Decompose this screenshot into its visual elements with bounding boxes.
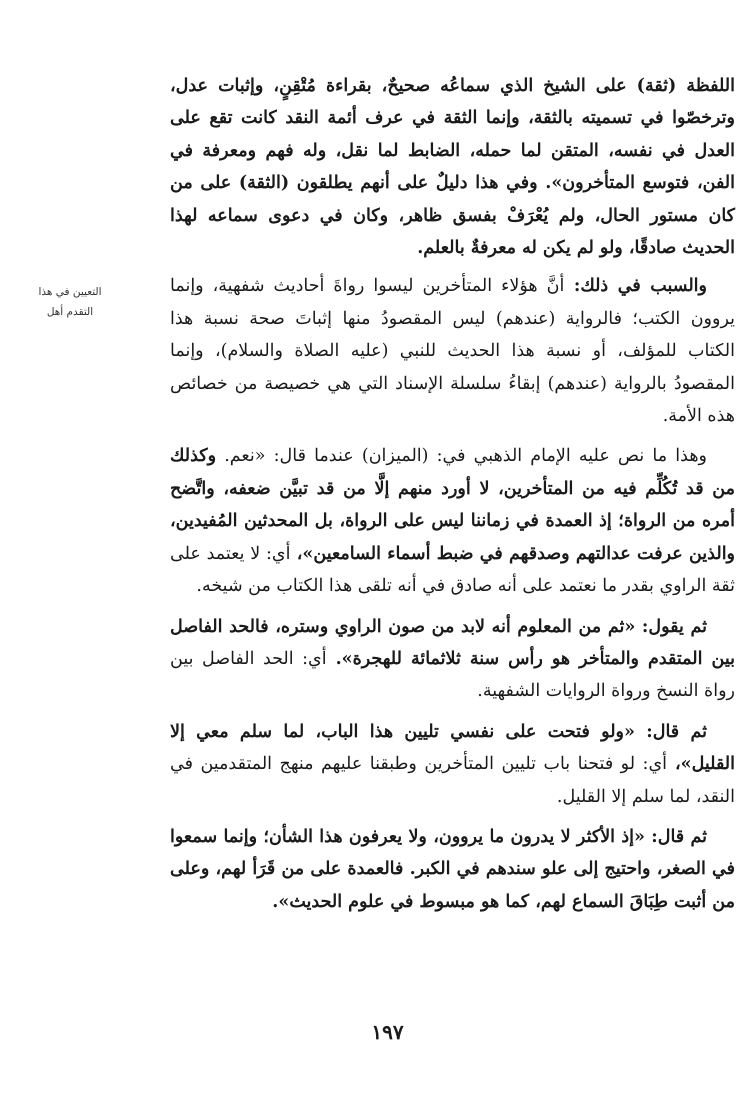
paragraph-5-comment: أي: لو فتحنا باب تليين المتأخرين وطبقنا عليهم منهج المتقدمين في النقد، لما سلم إلا القليل.	[170, 754, 735, 807]
paragraph-2	[170, 270, 735, 432]
margin-note-line-2: التقدم أهل	[46, 306, 94, 318]
paragraph-5	[170, 716, 735, 813]
paragraph-3	[170, 440, 735, 602]
margin-note	[25, 282, 115, 322]
paragraph-4-comment: أي: الحد الفاصل بين رواة النسخ ورواة الروايات الشفهية.	[170, 648, 735, 702]
paragraph-3-intro: وهذا ما نص عليه الإمام الذهبي في: (الميزان) عندما قال: «نعم.	[216, 446, 707, 467]
paragraph-5-quote: ثم قال: «ولو فتحت على نفسي تليين هذا الباب، لما سلم معي إلا القليل»،	[170, 721, 735, 775]
paragraph-6-quote: ثم قال: «إذ الأكثر لا يدرون ما يروون، ولا يعرفون هذا الشأن؛ وإنما سمعوا في الصغر، واحتيج إلى علو سندهم في الكبر. فالعمدة على من قَرَأ لهم، وعلى من أثبت طِبَاقَ السماع لهم، كما هو مبسوط في علوم الحديث».	[170, 826, 735, 912]
paragraph-4	[170, 611, 735, 708]
paragraph-3-quote: وكذلك من قد تُكُلِّم فيه من المتأخرين، لا أورد منهم إلَّا من قد تبيَّن ضعفه، واتَّضح أمره من الرواة؛ إذ العمدة في زماننا ليس على الرواة، بل المحدثين المُفيدين، والذين عرفت عدالتهم وصدقهم في ضبط أسماء السامعين»،	[170, 446, 736, 564]
paragraph-6	[170, 821, 735, 918]
paragraph-1	[170, 70, 735, 264]
paragraph-4-quote: ثم يقول: «ثم من المعلوم أنه لابد من صون الراوي وستره، فالحد الفاصل بين المتقدم والمتأخر هو رأس سنة ثلاثمائة للهجرة».	[170, 616, 735, 669]
paragraph-3-comment: أي: لا يعتمد على ثقة الراوي بقدر ما نعتمد على أنه صادق في أنه تلقى هذا الكتاب من شيخه.	[170, 543, 735, 597]
paragraph-2-lead: والسبب في ذلك:	[564, 276, 707, 297]
page-number: ١٩٧	[371, 1020, 404, 1044]
margin-note-line-1: التعيين في هذا	[38, 286, 102, 298]
paragraph-2-text: أنَّ هؤلاء المتأخرين ليسوا رواةَ أحاديث شفهية، وإنما يروون الكتب؛ فالرواية (عندهم) ليس المقصودُ منها إثباتَ صحة نسبة هذا الكتاب للمؤلف، أو نسبة هذا الحديث للنبي (عليه الصلاة والسلام)، وإنما المقصودُ بالرواية (عندهم) إبقاءُ سلسلة الإسناد التي هي خصيصة من خصائص هذه الأمة.	[170, 276, 735, 427]
book-page	[40, 0, 735, 1101]
body-text	[170, 70, 735, 926]
paragraph-1-text: اللفظة (ثقة) على الشيخ الذي سماعُه صحيحٌ، بقراءة مُتْقِنٍ، وإثبات عدل، وترخصّوا في تسميته بالثقة، وإنما الثقة في عرف أئمة النقد كانت تقع على العدل في نفسه، المتقن لما حمله، الضابط لما نقل، وله فهم ومعرفة في الفن، فتوسع المتأخرون». وفي هذا دليلٌ على أنهم يطلقون (الثقة) على من كان مستور الحال، ولم يُعْرَفْ بفسق ظاهر، وكان في دعوى سماعه لهذا الحديث صادقًا، ولو لم يكن له معرفةٌ بالعلم.	[170, 76, 735, 259]
